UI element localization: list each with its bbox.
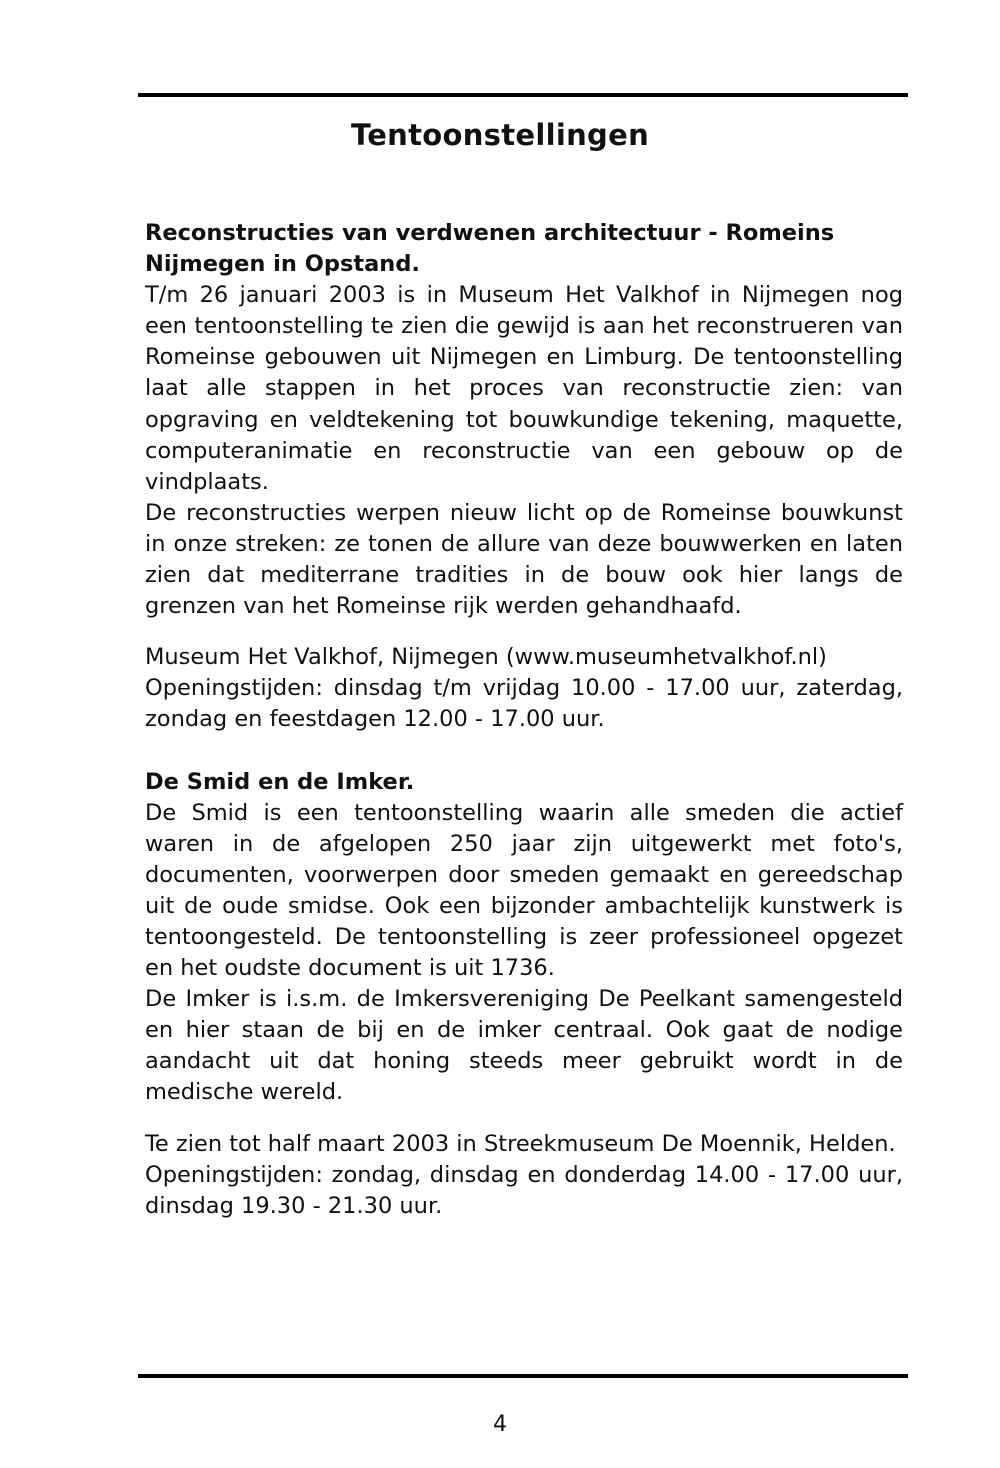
exhibition-paragraph: T/m 26 januari 2003 is in Museum Het Valkhof in Nijmegen nog een tentoonstelling te zien die gewijd is aan het reconstrueren van Romeinse gebouwen uit Nijmegen en Limburg. De tentoonstelling laat alle stappen in het proces van reconstructie zien: van opgraving en veldtekening tot bouwkundige tekening, maquette, computeranimatie en reconstructie van een gebouw op de vindplaats.: [145, 282, 903, 495]
exhibition-venue: Te zien tot half maart 2003 in Streekmuseum De Moennik, Helden.: [145, 1130, 896, 1157]
page-number: 4: [493, 1412, 507, 1437]
exhibition-paragraph: De reconstructies werpen nieuw licht op de Romeinse bouwkunst in onze streken: ze tonen de allure van deze bouwwerken en laten zien dat mediterrane tradities in de bouw ook hier langs de grenzen van het Romeinse rijk werden gehandhaafd.: [145, 499, 903, 620]
bottom-rule: [138, 1374, 908, 1378]
exhibition-heading: Reconstructies van verdwenen architectuur - Romeins Nijmegen in Opstand.: [145, 220, 835, 278]
exhibition-paragraph: De Imker is i.s.m. de Imkersvereniging De Peelkant samengesteld en hier staan de bij en de imker centraal. Ook gaat de nodige aandacht uit dat honing steeds meer gebruikt wordt in de medische wereld.: [145, 986, 903, 1106]
exhibition-valkhof: [145, 218, 903, 736]
top-rule: [138, 93, 908, 97]
exhibition-smid-imker: [145, 767, 903, 1222]
exhibition-heading: De Smid en de Imker.: [145, 768, 415, 795]
exhibition-venue: Museum Het Valkhof, Nijmegen (www.museumhetvalkhof.nl): [145, 644, 827, 671]
page-title: Tentoonstellingen: [350, 118, 650, 152]
exhibition-paragraph: De Smid is een tentoonstelling waarin alle smeden die actief waren in de afgelopen 250 jaar zijn uitgewerkt met foto's, documenten, voorwerpen door smeden gemaakt en gereedschap uit de oude smidse. Ook een bijzonder ambachtelijk kunstwerk is tentoongesteld. De tentoonstelling is zeer professioneel opgezet en het oudste document is uit 1736.: [145, 799, 903, 982]
exhibition-hours: Openingstijden: dinsdag t/m vrijdag 10.00 - 17.00 uur, zaterdag, zondag en feestdagen 12.00 - 17.00 uur.: [145, 675, 903, 733]
exhibition-hours: Openingstijden: zondag, dinsdag en donderdag 14.00 - 17.00 uur, dinsdag 19.30 - 21.30 uur.: [145, 1161, 903, 1219]
article-body: [145, 218, 903, 1222]
